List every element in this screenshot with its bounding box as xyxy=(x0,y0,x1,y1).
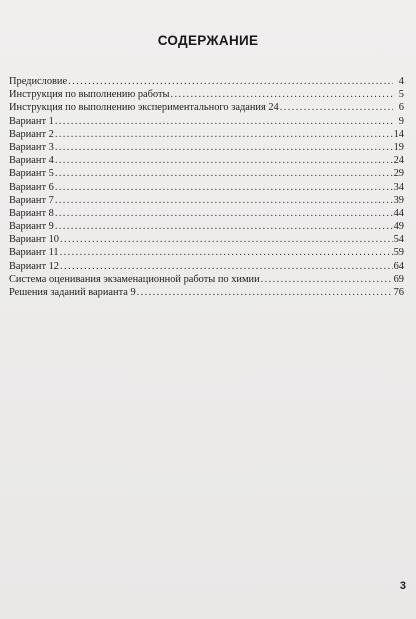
dot-leader xyxy=(60,260,393,273)
toc-entry-title: Вариант 1 xyxy=(9,115,54,127)
toc-entry[interactable] xyxy=(9,167,404,180)
toc-entry-title: Вариант 2 xyxy=(9,128,54,140)
toc-entry-page: 19 xyxy=(393,141,404,153)
page-number: 3 xyxy=(399,580,406,592)
toc-entry-page: 49 xyxy=(393,221,404,233)
toc-entry[interactable] xyxy=(9,101,404,114)
toc-entry-page: 44 xyxy=(393,207,404,219)
page-title: СОДЕРЖАНИЕ xyxy=(157,33,259,48)
toc-entry[interactable] xyxy=(9,88,404,101)
toc-entry-page: 4 xyxy=(398,76,404,87)
toc-entry-title: Инструкция по выполнению работы xyxy=(9,89,170,101)
toc-entry-title: Вариант 9 xyxy=(9,221,54,233)
dot-leader xyxy=(280,101,393,114)
dot-leader xyxy=(55,141,393,154)
toc-entry[interactable] xyxy=(9,141,404,154)
toc-entry-page: 29 xyxy=(393,168,404,180)
toc-entry[interactable] xyxy=(9,233,404,246)
toc-entry[interactable] xyxy=(9,286,404,299)
toc-entry-title: Вариант 12 xyxy=(9,260,59,272)
toc-entry-page: 69 xyxy=(393,273,404,285)
toc-entry-title: Предисловие xyxy=(9,76,68,87)
toc-entry-page: 9 xyxy=(398,115,404,127)
dot-leader xyxy=(55,181,393,194)
dot-leader xyxy=(55,207,393,220)
toc-entry-page: 5 xyxy=(398,89,404,101)
dot-leader xyxy=(55,167,393,180)
toc-entry-page: 34 xyxy=(393,181,404,193)
toc-entry-title: Вариант 3 xyxy=(9,141,54,153)
dot-leader xyxy=(55,128,393,141)
dot-leader xyxy=(55,194,393,207)
toc-entry[interactable] xyxy=(9,194,404,207)
toc-entry[interactable] xyxy=(9,207,404,220)
toc-entry-page: 76 xyxy=(393,287,404,298)
toc-entry-page: 14 xyxy=(393,128,404,140)
toc-entry-title: Решения заданий варианта 9 xyxy=(9,287,136,298)
dot-leader xyxy=(137,286,393,299)
toc-entry[interactable] xyxy=(9,273,404,286)
toc-entry-title: Инструкция по выполнению экспериментального задания 24 xyxy=(9,102,279,114)
toc-entry-page: 39 xyxy=(393,194,404,206)
toc-entry-title: Вариант 4 xyxy=(9,155,54,167)
toc-entry[interactable] xyxy=(9,181,404,194)
dot-leader xyxy=(55,220,393,233)
dot-leader xyxy=(60,246,393,259)
dot-leader xyxy=(171,88,393,101)
toc-entry-title: Вариант 10 xyxy=(9,234,59,246)
toc-entry[interactable] xyxy=(9,154,404,167)
dot-leader xyxy=(55,115,393,128)
toc-entry-title: Вариант 8 xyxy=(9,207,54,219)
toc-entry-title: Система оценивания экзаменационной работы по химии xyxy=(9,273,260,285)
toc-entry[interactable] xyxy=(9,260,404,273)
toc-entry-title: Вариант 11 xyxy=(9,247,59,259)
toc-entry[interactable] xyxy=(9,115,404,128)
dot-leader xyxy=(68,75,393,88)
toc-entry-title: Вариант 5 xyxy=(9,168,54,180)
toc-entry-page: 64 xyxy=(393,260,404,272)
dot-leader xyxy=(55,154,393,167)
toc-entry-title: Вариант 7 xyxy=(9,194,54,206)
table-of-contents xyxy=(9,75,404,299)
toc-entry[interactable] xyxy=(9,246,404,259)
toc-entry-page: 59 xyxy=(393,247,404,259)
toc-entry[interactable] xyxy=(9,75,404,88)
toc-entry[interactable] xyxy=(9,128,404,141)
dot-leader xyxy=(261,273,393,286)
toc-entry-title: Вариант 6 xyxy=(9,181,54,193)
toc-entry[interactable] xyxy=(9,220,404,233)
toc-entry-page: 24 xyxy=(393,155,404,167)
toc-entry-page: 54 xyxy=(393,234,404,246)
toc-entry-page: 6 xyxy=(398,102,404,114)
dot-leader xyxy=(60,233,393,246)
